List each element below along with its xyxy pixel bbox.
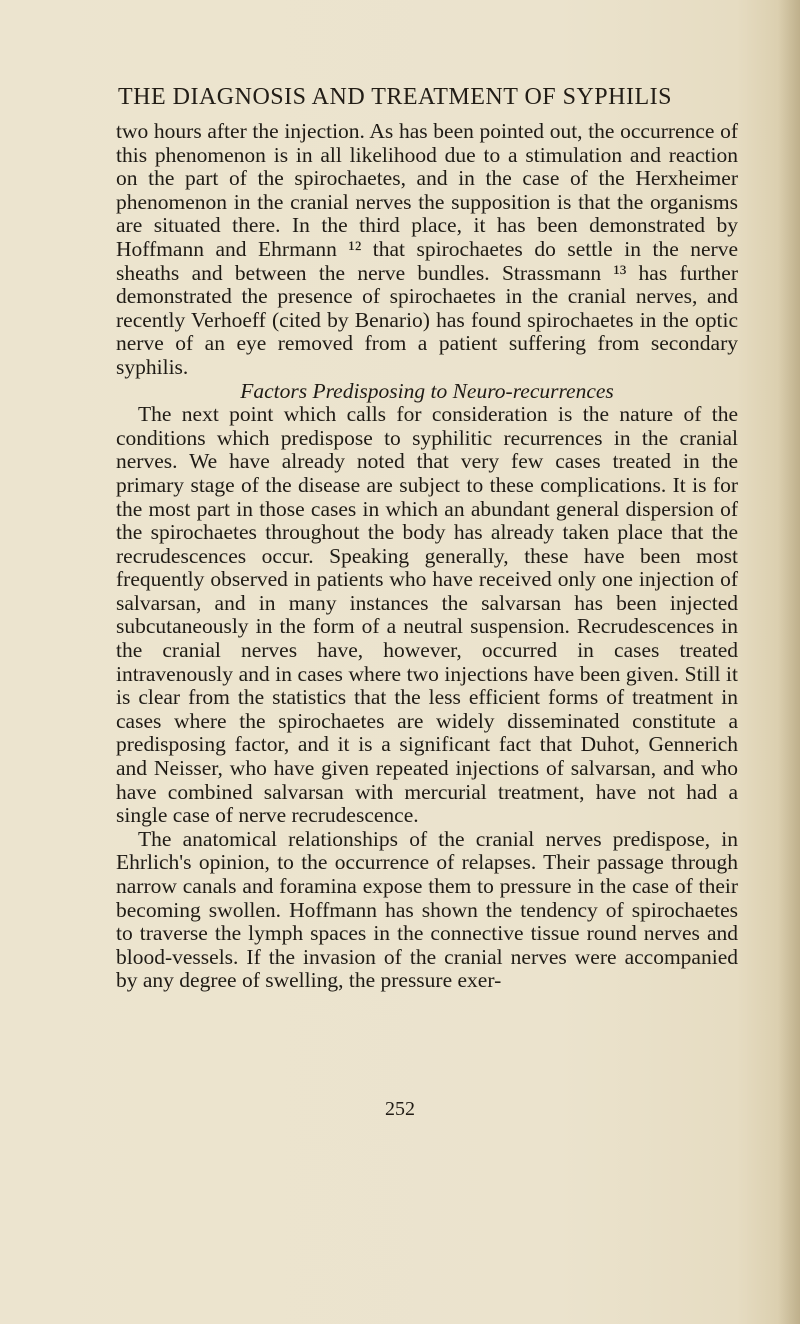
section-heading: Factors Predisposing to Neuro-recurrences <box>240 378 614 403</box>
paragraph-predisposing-conditions: The next point which calls for consideration is the nature of the conditions which predispose to syphilitic recurrences in the cranial nerves. We have already noted that very few cases treated in the primary stage of the disease are subject to these complications. It is for the most part in those cases in which an abundant general dispersion of the spirochaetes throughout the body has already taken place that the recrudescences occur. Speaking generally, these have been most frequently observed in patients who have received only one injection of salvarsan, and in many instances the salvarsan has been injected subcutaneously in the form of a neutral suspension. Recrudescences in the cranial nerves have, however, occurred in cases treated intravenously and in cases where two injections have been given. Still it is clear from the statistics that the less efficient forms of treatment in cases where the spirochaetes are widely disseminated constitute a predisposing factor, and it is a significant fact that Duhot, Gennerich and Neisser, who have given repeated injections of salvarsan, and who have combined salvarsan with mercurial treatment, have not had a single case of nerve recrudescence. <box>116 402 738 828</box>
body-text <box>116 120 738 993</box>
paragraph-anatomical-relationships: The anatomical relationships of the cranial nerves predispose, in Ehrlich's opinion, to the occurrence of relapses. Their passage through narrow canals and foramina expose them to pressure in the case of their becoming swollen. Hoffmann has shown the tendency of spirochaetes to traverse the lymph spaces in the connective tissue round nerves and blood-vessels. If the invasion of the cranial nerves were accompanied by any degree of swelling, the pressure exer- <box>116 826 738 993</box>
page-number: 252 <box>385 1098 415 1120</box>
paragraph-continuation: two hours after the injection. As has been pointed out, the occurrence of this phenomenon is in all likelihood due to a stimulation and reaction on the part of the spirochaetes, and in the case of the Herxheimer phenomenon in the cranial nerves the supposition is that the organisms are situated there. In the third place, it has been demonstrated by Hoffmann and Ehrmann ¹² that spirochaetes do settle in the nerve sheaths and between the nerve bundles. Strassmann ¹³ has further demonstrated the presence of spirochaetes in the cranial nerves, and recently Verhoeff (cited by Benario) has found spirochaetes in the optic nerve of an eye removed from a patient suffering from secondary syphilis. <box>116 119 738 379</box>
running-head: THE DIAGNOSIS AND TREATMENT OF SYPHILIS <box>118 84 672 110</box>
page-edge-shadow <box>778 0 800 1324</box>
